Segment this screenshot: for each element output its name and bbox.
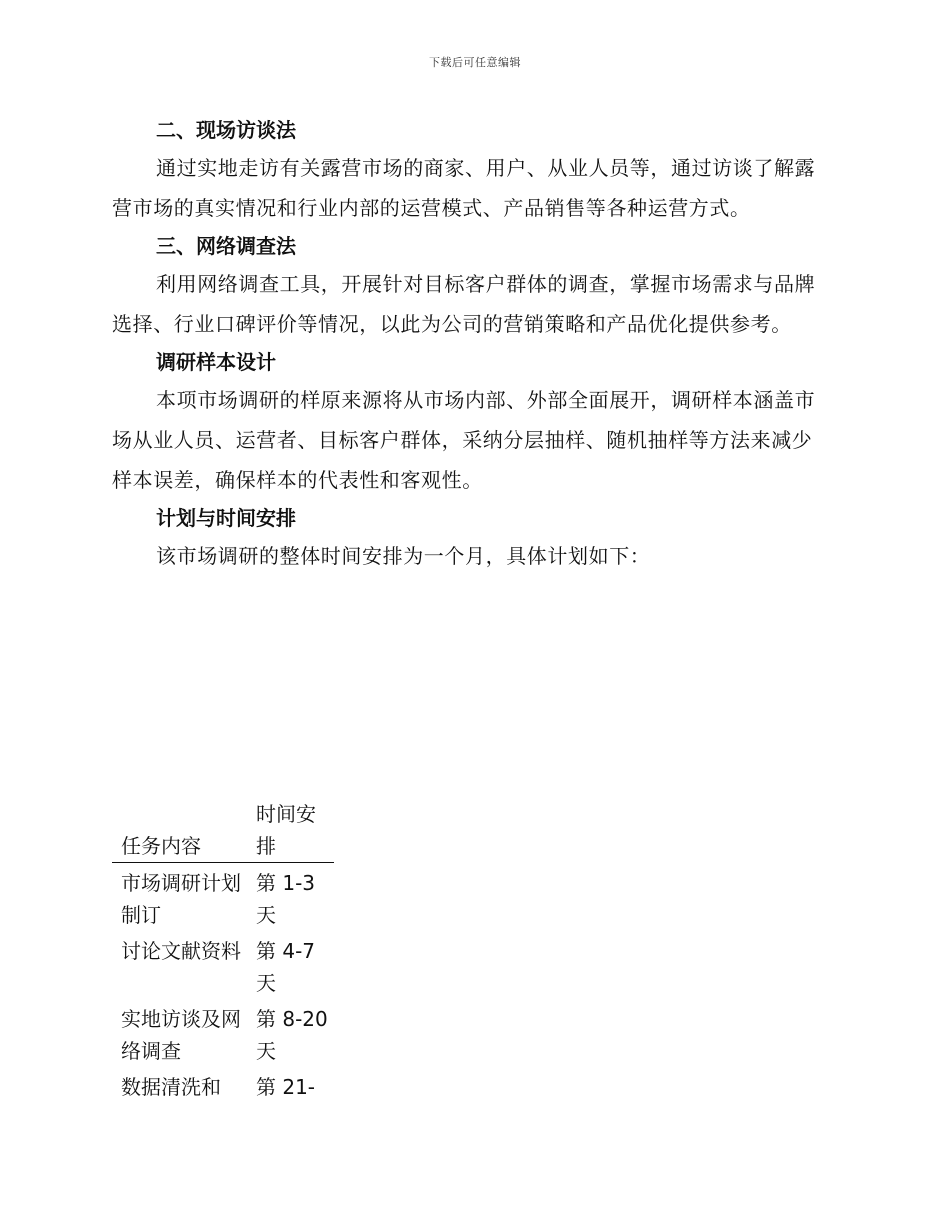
table-cell-time: 第 21- <box>256 1075 316 1099</box>
document-body <box>112 112 832 576</box>
table-cell-task: 实地访谈及网络调查 <box>121 1007 241 1063</box>
section-heading-schedule: 计划与时间安排 <box>156 506 296 530</box>
table-cell-time: 第 4-7 天 <box>256 939 316 995</box>
paragraph-online-survey: 利用网络调查工具，开展针对目标客户群体的调查，掌握市场需求与品牌选择、行业口碑评价等情况，以此为公司的营销策略和产品优化提供参考。 <box>112 272 816 336</box>
paragraph-schedule: 该市场调研的整体时间安排为一个月，具体计划如下： <box>156 544 651 568</box>
section-heading-interview: 二、现场访谈法 <box>156 118 296 142</box>
table-cell-task: 数据清洗和 <box>121 1075 221 1099</box>
table-cell-task: 讨论文献资料 <box>121 939 241 963</box>
section-heading-online-survey: 三、网络调查法 <box>156 234 296 258</box>
table-header-row <box>112 798 334 863</box>
page-header: 下载后可任意编辑 <box>429 56 521 69</box>
table-cell-time: 第 8-20 天 <box>256 1007 328 1063</box>
table-cell-task: 市场调研计划制订 <box>121 871 241 927</box>
table-row <box>112 1067 334 1103</box>
paragraph-sample-design: 本项市场调研的样原来源将从市场内部、外部全面展开，调研样本涵盖市场从业人员、运营者、目标客户群体，采纳分层抽样、随机抽样等方法来减少样本误差，确保样本的代表性和客观性。 <box>112 388 816 492</box>
table-header-time: 时间安排 <box>256 798 334 863</box>
paragraph-interview: 通过实地走访有关露营市场的商家、用户、从业人员等，通过访谈了解露营市场的真实情况和行业内部的运营模式、产品销售等各种运营方式。 <box>112 156 816 220</box>
table-row <box>112 863 334 932</box>
table-header-task: 任务内容 <box>112 798 256 863</box>
table-row <box>112 931 334 999</box>
table-cell-time: 第 1-3 天 <box>256 871 316 927</box>
schedule-table <box>112 798 334 1103</box>
section-heading-sample-design: 调研样本设计 <box>156 350 276 374</box>
table-row <box>112 999 334 1067</box>
